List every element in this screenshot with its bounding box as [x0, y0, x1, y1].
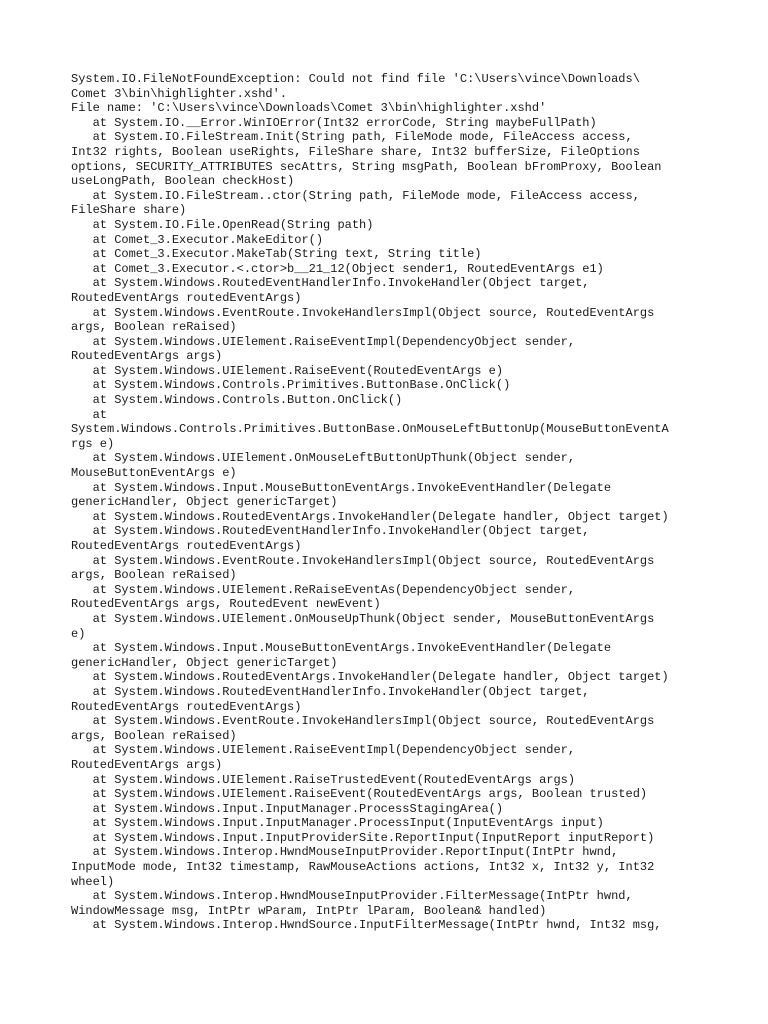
stack-frame-line: WindowMessage msg, IntPtr wParam, IntPtr lParam, Boolean& handled) — [71, 903, 547, 918]
stack-frame-line: at Comet_3.Executor.MakeTab(String text, String title) — [71, 247, 482, 262]
stack-frame-line: at System.IO.FileStream.Init(String path, FileMode mode, FileAccess access, — [71, 130, 633, 145]
stack-frame-line: at System.Windows.RoutedEventHandlerInfo.InvokeHandler(Object target, — [71, 684, 590, 699]
stack-frame-line: at System.Windows.RoutedEventArgs.InvokeHandler(Delegate handler, Object target) — [71, 670, 669, 685]
stack-frame-line: Int32 rights, Boolean useRights, FileShare share, Int32 bufferSize, FileOptions — [71, 144, 640, 159]
stack-frame-line: at System.IO.FileStream..ctor(String path, FileMode mode, FileAccess access, — [71, 188, 640, 203]
stack-frame-line: at System.IO.File.OpenRead(String path) — [71, 217, 374, 232]
stack-frame-line: at Comet_3.Executor.MakeEditor() — [71, 232, 324, 247]
stack-frame-line: RoutedEventArgs args) — [71, 349, 223, 364]
stack-frame-line: FileShare share) — [71, 203, 187, 218]
stack-frame-line: at System.Windows.Input.InputManager.ProcessInput(InputEventArgs input) — [71, 816, 604, 831]
stack-frame-line: System.Windows.Controls.Primitives.ButtonBase.OnMouseLeftButtonUp(MouseButtonEventA — [71, 422, 669, 437]
stack-frame-line: InputMode mode, Int32 timestamp, RawMouseActions actions, Int32 x, Int32 y, Int32 — [71, 860, 655, 875]
stack-frame-line: at — [71, 407, 108, 422]
stack-frame-line: genericHandler, Object genericTarget) — [71, 495, 338, 510]
stack-frame-line: at System.Windows.Input.InputManager.ProcessStagingArea() — [71, 801, 504, 816]
stack-frame-line: at System.Windows.Interop.HwndMouseInputProvider.FilterMessage(IntPtr hwnd, — [71, 889, 633, 904]
stack-frame-line: at System.Windows.Controls.Button.OnClick() — [71, 393, 403, 408]
stack-frame-line: at System.Windows.EventRoute.InvokeHandlersImpl(Object source, RoutedEventArgs — [71, 553, 655, 568]
stack-frame-line: at System.Windows.RoutedEventArgs.InvokeHandler(Delegate handler, Object target) — [71, 509, 669, 524]
stack-frame-line: at System.Windows.Controls.Primitives.ButtonBase.OnClick() — [71, 378, 511, 393]
file-name-line: File name: 'C:\Users\vince\Downloads\Comet 3\bin\highlighter.xshd' — [71, 101, 547, 116]
exception-message-line: Comet 3\bin\highlighter.xshd'. — [71, 86, 288, 101]
stack-frame-line: useLongPath, Boolean checkHost) — [71, 174, 295, 189]
stack-frame-line: RoutedEventArgs routedEventArgs) — [71, 539, 302, 553]
stack-frame-line: rgs e) — [71, 436, 115, 451]
stack-frame-line: MouseButtonEventArgs e) — [71, 466, 237, 481]
stack-frame-line: at System.Windows.UIElement.RaiseTrustedEvent(RoutedEventArgs args) — [71, 772, 576, 787]
stack-frame-line: at System.IO.__Error.WinIOError(Int32 errorCode, String maybeFullPath) — [71, 115, 597, 130]
stack-frame-line: at System.Windows.UIElement.RaiseEvent(RoutedEventArgs e) — [71, 363, 504, 378]
stack-frame-line: at System.Windows.EventRoute.InvokeHandlersImpl(Object source, RoutedEventArgs — [71, 305, 655, 320]
stack-frame-line: at System.Windows.Interop.HwndMouseInputProvider.ReportInput(IntPtr hwnd, — [71, 845, 619, 860]
exception-message-line: System.IO.FileNotFoundException: Could not find file 'C:\Users\vince\Downloads\ — [71, 72, 640, 86]
stack-frame-line: RoutedEventArgs args, RoutedEvent newEvent) — [71, 597, 381, 612]
stack-frame-line: at System.Windows.Input.MouseButtonEventArgs.InvokeEventHandler(Delegate — [71, 480, 612, 495]
stack-frame-line: at System.Windows.EventRoute.InvokeHandlersImpl(Object source, RoutedEventArgs — [71, 714, 655, 729]
stack-frame-line: e) — [71, 626, 86, 641]
stack-frame-line: at System.Windows.UIElement.RaiseEvent(RoutedEventArgs args, Boolean trusted) — [71, 787, 648, 802]
stack-frame-line: at System.Windows.UIElement.RaiseEventImpl(DependencyObject sender, — [71, 334, 576, 349]
stack-frame-line: at System.Windows.RoutedEventHandlerInfo.InvokeHandler(Object target, — [71, 524, 590, 539]
stack-frame-line: RoutedEventArgs routedEventArgs) — [71, 290, 302, 305]
stack-frame-line: args, Boolean reRaised) — [71, 568, 237, 583]
stack-frame-line: RoutedEventArgs args) — [71, 757, 223, 772]
stack-frame-line: at System.Windows.UIElement.OnMouseUpThunk(Object sender, MouseButtonEventArgs — [71, 611, 655, 626]
stack-frame-line: at System.Windows.Input.InputProviderSite.ReportInput(InputReport inputReport) — [71, 830, 655, 845]
stack-frame-line: at System.Windows.Input.MouseButtonEventArgs.InvokeEventHandler(Delegate — [71, 641, 612, 656]
stack-frame-line: at System.Windows.UIElement.RaiseEventImpl(DependencyObject sender, — [71, 743, 576, 758]
stack-trace-document — [71, 72, 711, 933]
stack-frame-line: at System.Windows.UIElement.ReRaiseEventAs(DependencyObject sender, — [71, 582, 576, 597]
stack-frame-line: args, Boolean reRaised) — [71, 728, 237, 743]
stack-frame-line: at System.Windows.Interop.HwndSource.InputFilterMessage(IntPtr hwnd, Int32 msg, — [71, 918, 662, 933]
stack-frame-line: at System.Windows.UIElement.OnMouseLeftButtonUpThunk(Object sender, — [71, 451, 576, 466]
stack-frame-line: at System.Windows.RoutedEventHandlerInfo.InvokeHandler(Object target, — [71, 276, 590, 291]
stack-frame-line: options, SECURITY_ATTRIBUTES secAttrs, String msgPath, Boolean bFromProxy, Boolean — [71, 159, 662, 174]
stack-frame-line: genericHandler, Object genericTarget) — [71, 655, 338, 670]
stack-frame-line: at Comet_3.Executor.<.ctor>b__21_12(Object sender1, RoutedEventArgs e1) — [71, 261, 604, 276]
stack-frame-line: wheel) — [71, 874, 115, 889]
stack-frame-line: RoutedEventArgs routedEventArgs) — [71, 699, 302, 714]
stack-frame-line: args, Boolean reRaised) — [71, 320, 237, 335]
